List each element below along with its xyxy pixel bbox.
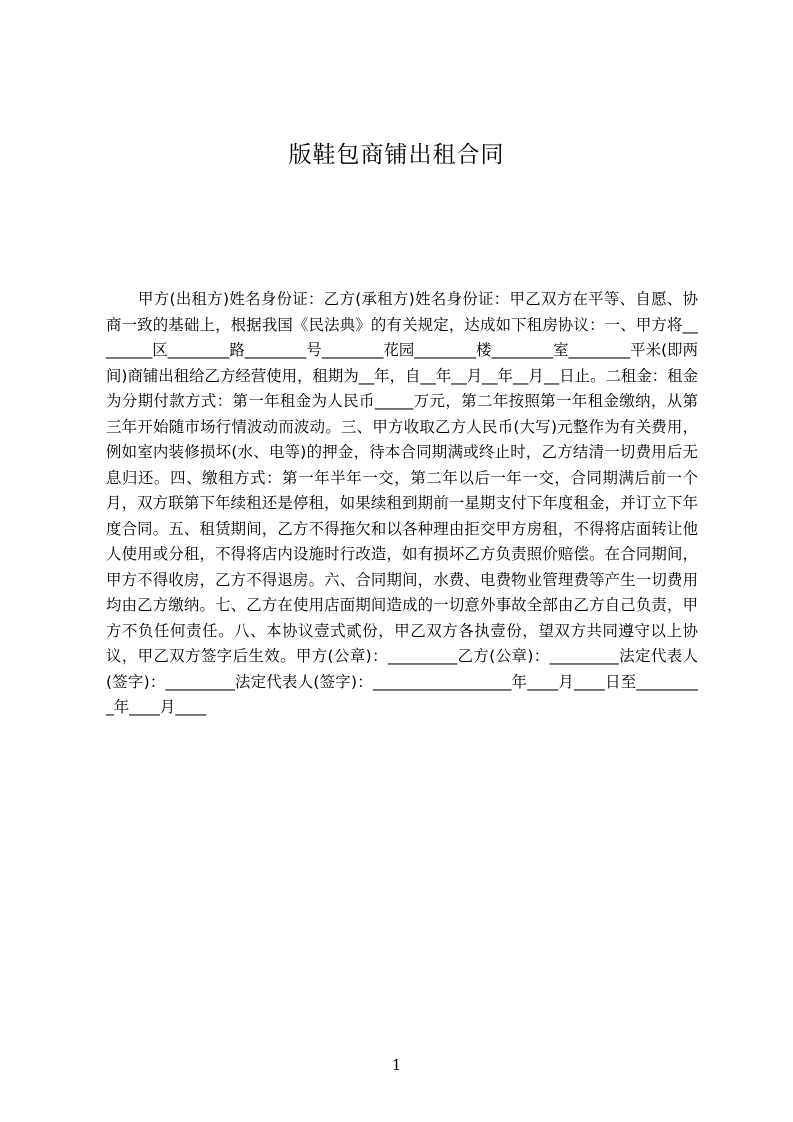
page-number: 1 bbox=[391, 1056, 402, 1074]
contract-body-text: 甲方(出租方)姓名身份证：乙方(承租方)姓名身份证：甲乙双方在平等、自愿、协商一致的基础上，根据我国《民法典》的有关规定，达成如下租房协议：一、甲方将________区________路________号________花园________楼________室________平米(即两间)商铺出租给乙方经营使用，租期为__年，自__年__月__年__月__日止。二租金：租金为分期付款方式：第一年租金为人民币_____万元，第二年按照第一年租金缴纳，从第三年开始随市场行情波动而波动。三、甲方收取乙方人民币(大写)元整作为有关费用，例如室内装修损坏(水、电等)的押金，待本合同期满或终止时，乙方结清一切费用后无息归还。四、缴租方式：第一年半年一交，第二年以后一年一交，合同期满后前一个月，双方联第下年续租还是停租，如果续租到期前一星期支付下年度租金，并订立下年度合同。五、租赁期间，乙方不得拖欠和以各种理由拒交甲方房租，不得将店面转让他人使用或分租，不得将店内设施时行改造，如有损坏乙方负责照价赔偿。在合同期间，甲方不得收房，乙方不得退房。六、合同期间，水费、电费物业管理费等产生一切费用均由乙方缴纳。七、乙方在使用店面期间造成的一切意外事故全部由乙方自己负责，甲方不负任何责任。八、本协议壹式贰份，甲乙双方各执壹份，望双方共同遵守以上协议，甲乙双方签字后生效。甲方(公章)：_________乙方(公章)：_________法定代表人(签字)：_________法定代表人(签字)：__________________年____月____日至_________年____月____ bbox=[106, 290, 698, 716]
document-title: 版鞋包商铺出租合同 bbox=[288, 142, 505, 168]
